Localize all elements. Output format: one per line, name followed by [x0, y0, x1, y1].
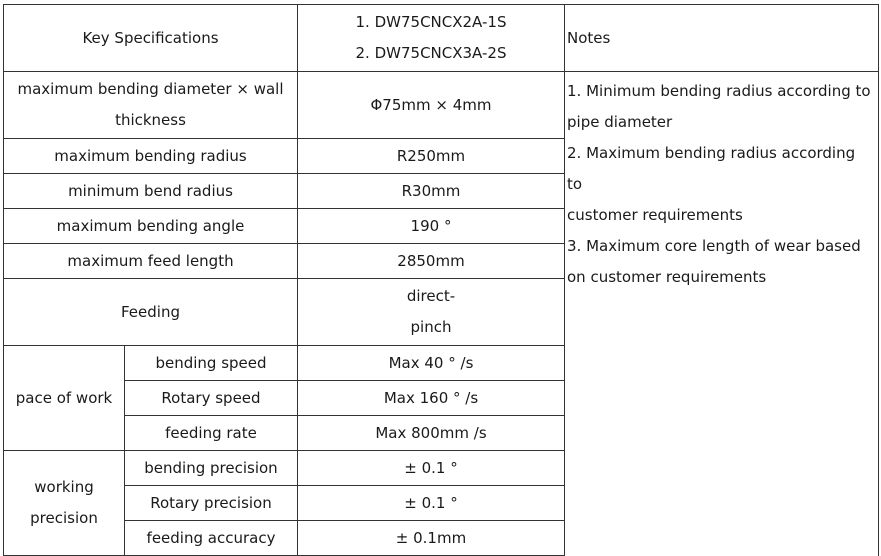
notes-header: Notes: [565, 5, 879, 72]
note-line: pipe diameter: [567, 113, 673, 131]
table-row: [4, 72, 879, 139]
working-precision-line-1: working: [34, 478, 94, 496]
note-line: on customer requirements: [567, 268, 767, 286]
max-diameter-label-line-1: maximum bending diameter × wall: [17, 80, 284, 98]
feeding-rate-label: feeding rate: [125, 416, 298, 451]
bending-speed-label: bending speed: [125, 346, 298, 381]
rotary-speed-label: Rotary speed: [125, 381, 298, 416]
max-radius-value: R250mm: [298, 139, 565, 174]
feeding-value-line-2: pinch: [410, 318, 452, 336]
max-diameter-label-line-2: thickness: [115, 111, 186, 129]
note-line: 1. Minimum bending radius according to: [567, 82, 871, 100]
key-specifications-header: Key Specifications: [4, 5, 298, 72]
feeding-value-line-1: direct-: [406, 287, 456, 305]
bending-precision-value: ± 0.1 °: [298, 451, 565, 486]
max-angle-value: 190 °: [298, 209, 565, 244]
note-line: customer requirements: [567, 206, 743, 224]
bending-precision-label: bending precision: [125, 451, 298, 486]
min-radius-value: R30mm: [298, 174, 565, 209]
max-feed-label: maximum feed length: [4, 244, 298, 279]
feeding-value: [298, 279, 565, 346]
feeding-label: Feeding: [4, 279, 298, 346]
note-line: 3. Maximum core length of wear based: [567, 237, 861, 255]
bending-speed-value: Max 40 ° /s: [298, 346, 565, 381]
feeding-rate-value: Max 800mm /s: [298, 416, 565, 451]
max-feed-value: 2850mm: [298, 244, 565, 279]
note-line: 2. Maximum bending radius according to: [567, 144, 856, 193]
max-radius-label: maximum bending radius: [4, 139, 298, 174]
rotary-precision-label: Rotary precision: [125, 486, 298, 521]
feeding-accuracy-label: feeding accuracy: [125, 521, 298, 556]
rotary-speed-value: Max 160 ° /s: [298, 381, 565, 416]
model-header: [298, 5, 565, 72]
max-diameter-label: [4, 72, 298, 139]
notes-content: [565, 72, 879, 556]
pace-of-work-label: pace of work: [4, 346, 125, 451]
max-diameter-value: Φ75mm × 4mm: [298, 72, 565, 139]
model-1: 1. DW75CNCX2A-1S: [355, 13, 507, 31]
feeding-accuracy-value: ± 0.1mm: [298, 521, 565, 556]
specifications-table: [3, 4, 879, 556]
max-angle-label: maximum bending angle: [4, 209, 298, 244]
rotary-precision-value: ± 0.1 °: [298, 486, 565, 521]
working-precision-line-2: precision: [30, 509, 98, 527]
header-row: [4, 5, 879, 72]
working-precision-label: [4, 451, 125, 556]
model-2: 2. DW75CNCX3A-2S: [355, 44, 507, 62]
min-radius-label: minimum bend radius: [4, 174, 298, 209]
